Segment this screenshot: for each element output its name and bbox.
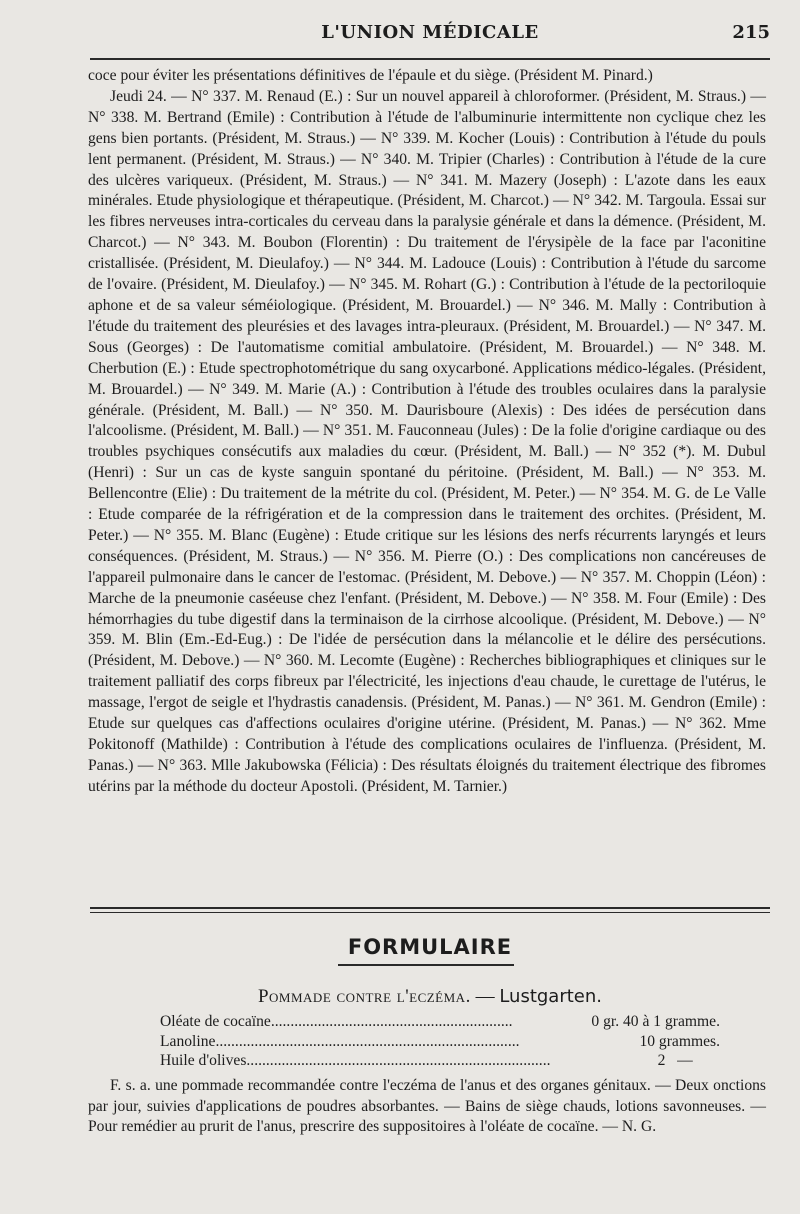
paragraph-thursday-theses: Jeudi 24. — N° 337. M. Renaud (E.) : Sur un nouvel appareil à chloroformer. (Président, M. Straus.) — N° 338. M. Bertrand (Emile) : Contribution à l'étude de l'albuminurie intermittente non cyclique chez les gens bien portants. (Président, M. Straus.) — N° 339. M. Kocher (Louis) : Contribution à l'étude du pouls lent permanent. (Président, M. Straus.) — N° 340. M. Tripier (Charles) : Contribution à l'étude de la cure des ulcères variqueux. (Président, M. Straus.) — N° 341. M. Mazery (Joseph) : L'azote dans les eaux minérales. Etude physiologique et thérapeutique. (Président, M. Charcot.) — N° 342. M. Targoula. Essai sur les fibres nerveuses intra-corticales du cerveau dans la paralysie générale et dans la démence. (Président, M. Charcot.) — N° 343. M. Boubon (Florentin) : Du traitement de l'érysipèle de la face par l'aconitine cristallisée. (Président, M. Dieulafoy.) — N° 344. M. Ladouce (Louis) : Contribution à l'étude du sarcome de l'ovaire. (Président, M. Dieulafoy.) — N° 345. M. Rohart (G.) : Contribution à l'étude de la pectoriloquie aphone et de sa valeur séméiologique. (Président, M. Brouardel.) — N° 346. M. Mally : Contribution à l'étude du traitement des pleurésies et des lavages intra-pleuraux. (Président, M. Brouardel.) — N° 347. M. Sous (Georges) : De l'automatisme comitial ambulatoire. (Président, M. Brouardel.) — N° 348. M. Cherbution (E.) : Etude spectrophotométrique du sang oxycarboné. Applications médico-légales. (Président, M. Brouardel.) — N° 349. M. Marie (A.) : Contribution à l'étude des troubles oculaires dans la paralysie générale. (Président, M. Ball.) — N° 350. M. Daurisboure (Alexis) : Des idées de persécution dans l'alcoolisme. (Président, M. Ball.) — N° 351. M. Fauconneau (Jules) : De la folie d'origine cardiaque ou des troubles psychiques consécutifs aux maladies du cœur. (Président, M. Ball.) — N° 352 (*). M. Dubul (Henri) : Sur un cas de kyste sanguin spontané du péritoine. (Président, M. Ball.) — N° 353. M. Bellencontre (Elie) : Du traitement de la métrite du col. (Président, M. Peter.) — N° 354. M. G. de Le Valle : Etude comparée de la réfrigération et de la compression dans le traitement des orchites. (Président, M. Peter.) — N° 355. M. Blanc (Eugène) : Etude critique sur les lésions des nerfs récurrents laryngés et leurs conséquences. (Président, M. Straus.) — N° 356. M. Pierre (O.) : Des complications non cancéreuses de l'appareil pulmonaire dans le cancer de l'estomac. (Président, M. Debove.) — N° 357. M. Choppin (Léon) : Marche de la pneumonie caséeuse chez l'enfant. (Président, M. Debove.) — N° 358. M. Four (Emile) : Des hémorrhagies du tube digestif dans la terminaison de la cirrhose alcoolique. (Président, M. Debove.) — N° 359. M. Blin (Em.-Ed-Eug.) : De l'idée de persécution dans la mélancolie et le délire des persécutions. (Président, M. Debove.) — N° 360. M. Lecomte (Eugène) : Recherches bibliographiques et cliniques sur le traitement palliatif des corps fibreux par l'électricité, les injections d'eau chaude, le curettage de l'utérus, le massage, l'ergot de seigle et l'hydrastis canadensis. (Président, M. Panas.) — N° 361. M. Gendron (Emile) : Etude sur quelques cas d'affections oculaires d'origine utérine. (Président, M. Panas.) — N° 362. Mme Pokitonoff (Mathilde) : Contribution à l'étude des complications oculaires de l'influenza. (Président, M. Panas.) — N° 363. Mlle Jakubowska (Félicia) : Des résultats éloignés du traitement électrique des fibromes utérins par la méthode du docteur Apostoli. (Président, M. Tarnier.) [88, 87, 766, 795]
recipe-title [90, 986, 770, 1008]
running-title: L'UNION MÉDICALE [321, 22, 539, 43]
ingredient-name: Oléate de cocaïne.............................................................. [160, 1013, 513, 1030]
ingredient-quantity: 2 — [657, 1052, 720, 1069]
recipe-author: Lustgarten. [499, 986, 603, 1007]
thesis-list [88, 66, 766, 798]
ingredient-quantity: 0 gr. 40 à 1 gramme. [591, 1013, 720, 1030]
section-title-underline [338, 964, 514, 966]
recipe-note: F. s. a. une pommade recommandée contre l'eczéma de l'anus et des organes génitaux. — Deux onctions par jour, suivies d'applications de poudres absorbantes. — Bains de siège chauds, lotions savonneuses. — Pour remédier au prurit de l'anus, prescrire des suppositoires à l'oléate de cocaïne. — N. G. [88, 1077, 766, 1135]
paragraph-continuation: coce pour éviter les présentations définitives de l'épaule et du siège. (Président M. Pinard.) [88, 67, 653, 84]
ingredient-row [160, 1012, 720, 1032]
page-number: 215 [732, 22, 770, 43]
ingredient-quantity: 10 grammes. [639, 1032, 720, 1050]
section-title: FORMULAIRE [347, 935, 513, 959]
ingredient-name: Lanoline.............................................................................. [160, 1032, 520, 1050]
ingredient-name: Huile d'olives.............................................................................. [160, 1052, 551, 1069]
ingredient-row [160, 1051, 720, 1071]
ingredient-list [160, 1012, 720, 1071]
page-header [90, 22, 770, 48]
ingredient-row [160, 1032, 720, 1052]
header-rule [90, 58, 770, 60]
recipe-name: Pommade contre l'eczéma. [257, 986, 471, 1007]
section-divider [90, 907, 770, 913]
recipe-dash: — [475, 986, 495, 1007]
